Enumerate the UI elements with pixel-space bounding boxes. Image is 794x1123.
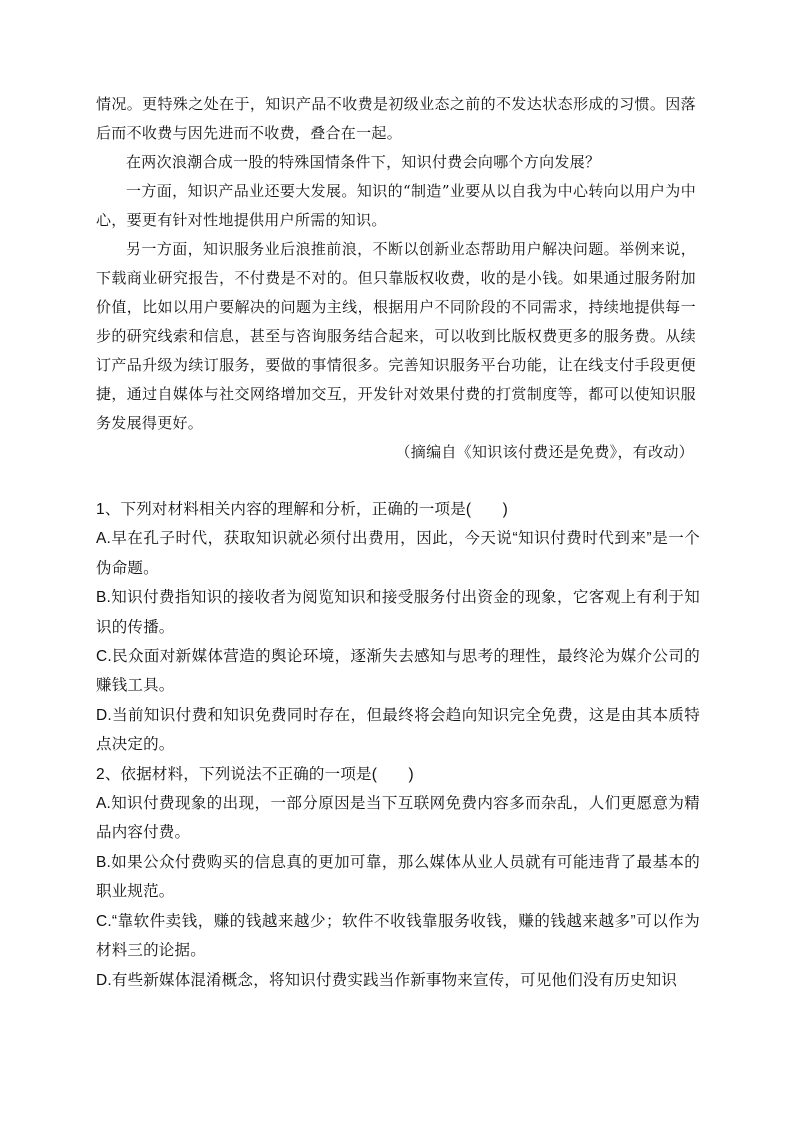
question-2-stem: 2、依据材料，下列说法不正确的一项是( ): [96, 765, 414, 783]
question-2-option-a: A.知识付费现象的出现，一部分原因是当下互联网免费内容多而杂乱，人们更愿意为精品内容付费。: [96, 795, 700, 842]
passage-source-citation: （摘编自《知识该付费还是免费》，有改动）: [395, 443, 694, 461]
question-1-option-c: C.民众面对新媒体营造的舆论环境，逐渐失去感知与思考的理性，最终沦为媒介公司的赚钱工具。: [96, 648, 700, 695]
question-2-option-d: D.有些新媒体混淆概念，将知识付费实践当作新事物来宣传，可见他们没有历史知识: [96, 971, 678, 989]
question-1-option-d: D.当前知识付费和知识免费同时存在，但最终将会趋向知识完全免费，这是由其本质特点决定的。: [96, 706, 700, 754]
question-section: [96, 495, 700, 995]
question-1-option-a: A.早在孔子时代，获取知识就必须付出费用，因此，今天说“知识付费时代到来”是一个伪命题。: [96, 530, 700, 577]
question-2-option-b: B.如果公众付费购买的信息真的更加可靠，那么媒体从业人员就有可能违背了最基本的职业规范。: [96, 853, 700, 901]
question-1-option-b: B.知识付费指知识的接收者为阅览知识和接受服务付出资金的现象，它客观上有利于知识的传播。: [96, 589, 700, 636]
passage-paragraph-3: 一方面，知识产品业还要大发展。知识的“制造”业要从以自我为中心转向以用户为中心，要更有针对性地提供用户所需的知识。: [96, 182, 696, 229]
reading-passage: [96, 90, 696, 467]
passage-paragraph-1: 情况。更特殊之处在于，知识产品不收费是初级业态之前的不发达状态形成的习惯。因落后而不收费与因先进而不收费，叠合在一起。: [96, 95, 696, 142]
passage-paragraph-4: 另一方面，知识服务业后浪推前浪，不断以创新业态帮助用户解决问题。举例来说，下载商业研究报告，不付费是不对的。但只靠版权收费，收的是小钱。如果通过服务附加价值，比如以用户要解决的问题为主线，根据用户不同阶段的不同需求，持续地提供每一步的研究线索和信息，甚至与咨询服务结合起来，可以收到比版权费更多的服务费。从续订产品升级为续订服务，要做的事情很多。完善知识服务平台功能，让在线支付手段更便捷，通过自媒体与社交网络增加交互，开发针对效果付费的打赏制度等，都可以使知识服务发展得更好。: [96, 240, 696, 432]
question-2-option-c: C.“靠软件卖钱，赚的钱越来越少；软件不收钱靠服务收钱，赚的钱越来越多”可以作为材料三的论据。: [96, 912, 700, 960]
passage-paragraph-2: 在两次浪潮合成一股的特殊国情条件下，知识付费会向哪个方向发展？: [126, 153, 601, 171]
question-1-stem: 1、下列对材料相关内容的理解和分析，正确的一项是( ): [96, 501, 509, 518]
